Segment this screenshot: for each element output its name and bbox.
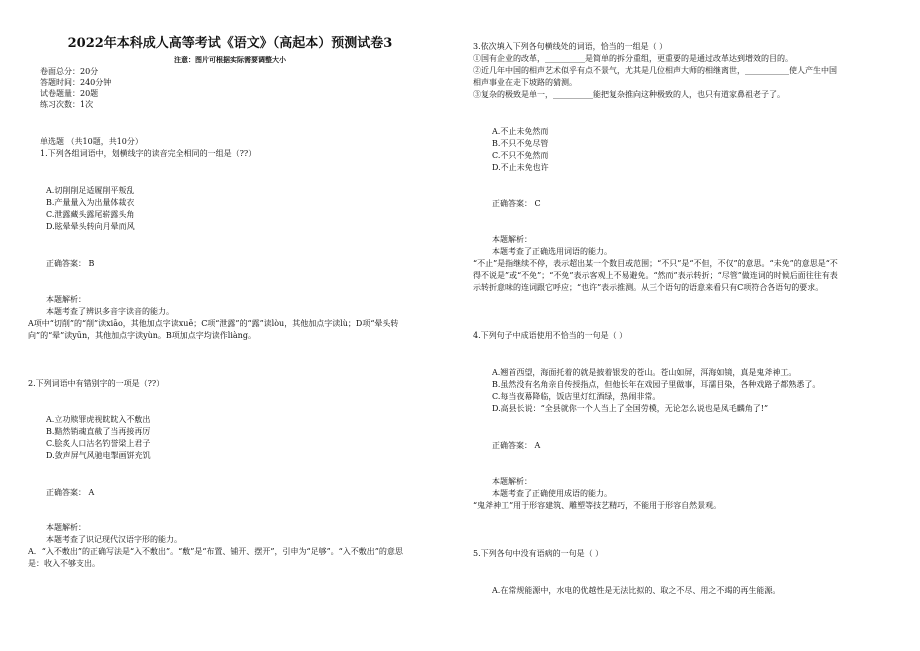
q1-analysis-2: A项中“切削”的“削”读xiāo，其他加点字读xuē；C项“泄露”的“露”读lòu，其他加点字读lù；D项“晕头转 — [28, 319, 399, 328]
q2-answer: 正确答案： A — [46, 488, 95, 497]
q3-option-d[interactable]: D.不止未免也许 — [492, 163, 549, 172]
note: 注意：图片可根据实际需要调整大小 — [174, 55, 286, 64]
q3-sentence-3: ③复杂的极致是单一，__________能把复杂推向这种极致的人，也只有道家鼻祖老子了。 — [473, 90, 785, 99]
q3-option-b[interactable]: B.不只不免尽管 — [492, 139, 549, 148]
q4-option-b[interactable]: B.虽然没有名角亲自传授指点，但他长年在戏园子里做事，耳濡目染，各种戏路子都熟悉了。 — [492, 380, 821, 389]
q2-analysis-title: 本题解析： — [46, 523, 86, 532]
q3-option-a[interactable]: A.不止未免然而 — [492, 127, 549, 136]
q5-option-a[interactable]: A.在常规能源中，水电的优越性是无法比拟的、取之不尽、用之不竭的再生能源。 — [492, 586, 781, 595]
q3-sentence-2b: 相声事业在走下坡路的猜测。 — [473, 78, 577, 87]
q4-option-d[interactable]: D.高县长说：“全县就你一个人当上了全国劳模，无论怎么说也是凤毛麟角了!” — [492, 404, 769, 413]
q3-analysis-3: 得不说是”或“不免”；“不免”表示客观上不易避免。“然而”表示转折；“尽管”做连词的时候后面往往有表 — [473, 271, 838, 280]
q2-option-c[interactable]: C.脍炙人口沽名钓誉梁上君子 — [46, 439, 151, 448]
q1-analysis-title: 本题解析： — [46, 295, 86, 304]
q2-option-a[interactable]: A.立功赎罪虎视眈眈入不敷出 — [46, 415, 151, 424]
q2-analysis-1: 本题考查了识记现代汉语字形的能力。 — [46, 535, 182, 544]
q1-answer: 正确答案： B — [46, 259, 95, 268]
section-heading: 单选题 （共10题，共10分） — [40, 137, 143, 146]
q4-option-a[interactable]: A.翘首西望，海面托着的就是披着银发的苍山。苍山如屏，洱海如镜，真是鬼斧神工。 — [492, 368, 797, 377]
q3-analysis-2: “不止”是指继续不停，表示超出某一个数目或范围；“不只”是“不但，不仅”的意思。“未免”的意思是“不 — [473, 259, 838, 268]
q2-analysis-3: 是：收入不够支出。 — [28, 559, 100, 568]
q3-stem: 3.依次填入下列各句横线处的词语，恰当的一组是（ ） — [473, 42, 668, 51]
q4-stem: 4.下列句子中成语使用不恰当的一句是（ ） — [473, 331, 628, 340]
q4-analysis-title: 本题解析： — [492, 477, 532, 486]
page-title: 2022年本科成人高等考试《语文》（高起本）预测试卷3 — [67, 36, 393, 51]
q1-stem: 1.下列各组词语中，划横线字的读音完全相同的一组是（??） — [40, 149, 257, 158]
exam-time: 答题时间：240分钟 — [40, 78, 112, 87]
q4-option-c[interactable]: C.每当夜幕降临，饭店里灯红酒绿，热闹非常。 — [492, 392, 661, 401]
q3-answer: 正确答案： C — [492, 199, 541, 208]
q4-analysis-2: “鬼斧神工”用于形容建筑、雕塑等技艺精巧，不能用于形容自然景观。 — [473, 501, 722, 510]
q1-analysis-3: 向”的“晕”读yūn，其他加点字读yùn。B项加点字均读作liàng。 — [28, 331, 256, 340]
q1-option-a[interactable]: A.切削削足适履削平叛乱 — [46, 186, 135, 195]
exam-full-score: 卷面总分：20分 — [40, 67, 99, 76]
q1-option-c[interactable]: C.泄露藏头露尾崭露头角 — [46, 210, 135, 219]
q3-analysis-4: 示转折意味的连词跟它呼应；“也许”表示推测。从三个语句的语意来看只有C项符合各语句的要求。 — [473, 283, 824, 292]
q4-answer: 正确答案： A — [492, 441, 541, 450]
q3-sentence-1: ①国有企业的改革，__________是简单的拆分重组，更重要的是通过改革达到增效的目的。 — [473, 54, 793, 63]
q1-option-b[interactable]: B.产量量入为出量体裁衣 — [46, 198, 135, 207]
q4-analysis-1: 本题考查了正确使用成语的能力。 — [492, 489, 612, 498]
q3-analysis-title: 本题解析： — [492, 235, 532, 244]
q2-option-b[interactable]: B.黯然销魂直截了当再接再厉 — [46, 427, 151, 436]
q2-stem: 2.下列词语中有错别字的一项是（??） — [28, 379, 165, 388]
q3-analysis-1: 本题考查了正确选用词语的能力。 — [492, 247, 612, 256]
q3-option-c[interactable]: C.不只不免然而 — [492, 151, 549, 160]
exam-count: 试卷题量：20题 — [40, 89, 99, 98]
q1-analysis-1: 本题考查了辨识多音字读音的能力。 — [46, 307, 174, 316]
q5-stem: 5.下列各句中没有语病的一句是（ ） — [473, 549, 604, 558]
q3-sentence-2: ②近几年中国的相声艺术似乎有点不景气，尤其是几位相声大师的相继离世，___________使人产生中国 — [473, 66, 837, 75]
exam-attempts: 练习次数：1次 — [40, 100, 94, 109]
q2-analysis-2: A．“入不敷出”的正确写法是“入不敷出”。“敷”是“布置、铺开、摆开”，引申为“足够”。“入不敷出”的意思 — [28, 547, 403, 556]
q2-option-d[interactable]: D.敛声屏气风驰电掣画饼充饥 — [46, 451, 151, 460]
q1-option-d[interactable]: D.眩晕晕头转向月晕而风 — [46, 222, 135, 231]
